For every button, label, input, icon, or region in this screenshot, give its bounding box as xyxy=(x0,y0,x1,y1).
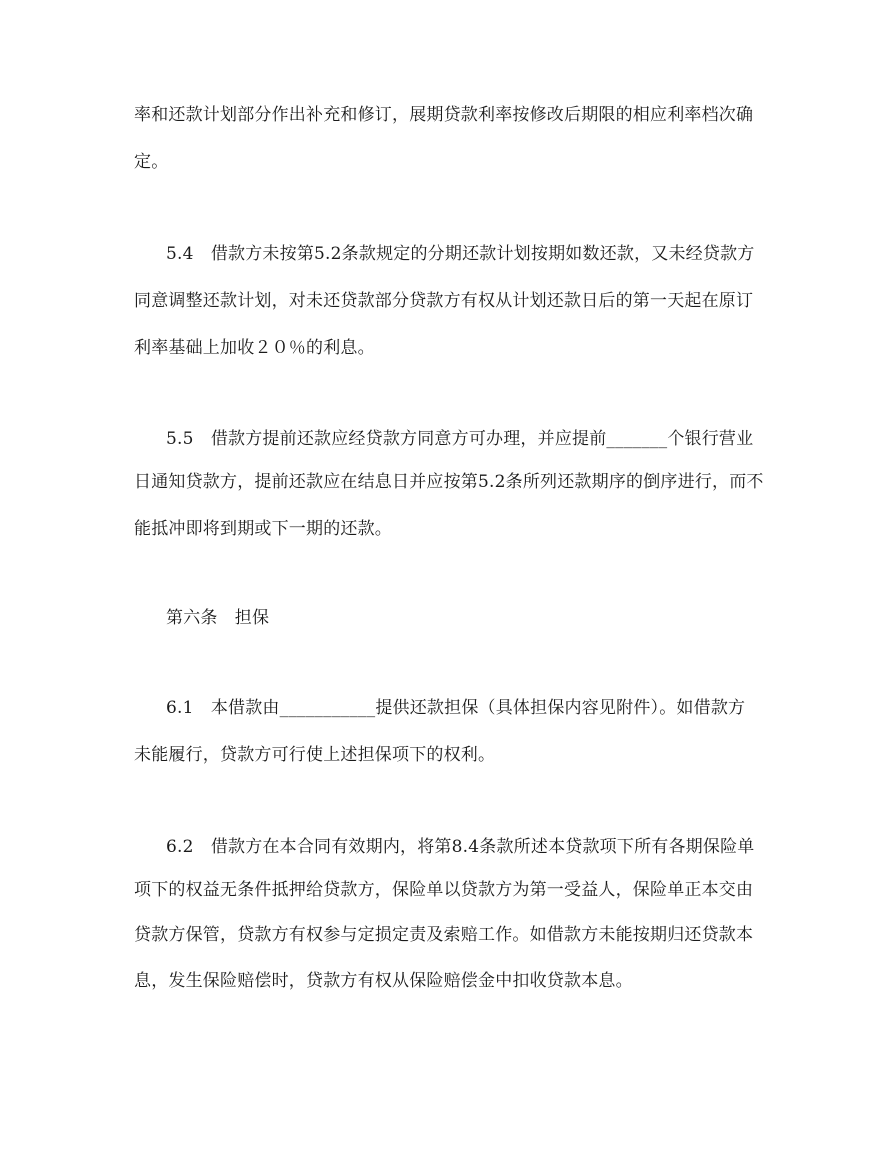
article-6-heading: 第六条 担保 xyxy=(166,608,270,628)
paragraph-5-5-line-2: 日通知贷款方，提前还款应在结息日并应按第5.2条所列还款期序的倒序进行，而不 xyxy=(134,472,764,492)
paragraph-5-4-line-2: 同意调整还款计划，对未还贷款部分贷款方有权从计划还款日后的第一天起在原订 xyxy=(134,291,754,311)
paragraph-5-3-line-1: 率和还款计划部分作出补充和修订，展期贷款利率按修改后期限的相应利率档次确 xyxy=(134,105,754,125)
paragraph-6-2-line-3: 贷款方保管，贷款方有权参与定损定责及索赔工作。如借款方未能按期归还贷款本 xyxy=(134,925,754,945)
paragraph-6-2-line-4: 息，发生保险赔偿时，贷款方有权从保险赔偿金中扣收贷款本息。 xyxy=(134,971,633,991)
paragraph-5-5-line-1: 5.5 借款方提前还款应经贷款方同意方可办理，并应提前_______个银行营业 xyxy=(166,429,754,449)
paragraph-6-2-line-2: 项下的权益无条件抵押给贷款方，保险单以贷款方为第一受益人，保险单正本交由 xyxy=(134,880,754,900)
paragraph-5-5-line-3: 能抵冲即将到期或下一期的还款。 xyxy=(134,519,392,539)
paragraph-5-4-line-1: 5.4 借款方未按第5.2条款规定的分期还款计划按期如数还款，又未经贷款方 xyxy=(166,244,755,264)
paragraph-6-1-line-2: 未能履行，贷款方可行使上述担保项下的权利。 xyxy=(134,745,496,765)
paragraph-6-1-line-1: 6.1 本借款由___________提供还款担保（具体担保内容见附件）。如借款方 xyxy=(166,698,746,718)
paragraph-5-3-line-2: 定。 xyxy=(134,152,169,172)
paragraph-5-4-line-3: 利率基础上加收２０％的利息。 xyxy=(134,338,375,358)
paragraph-6-2-line-1: 6.2 借款方在本合同有效期内，将第8.4条款所述本贷款项下所有各期保险单 xyxy=(166,837,755,857)
